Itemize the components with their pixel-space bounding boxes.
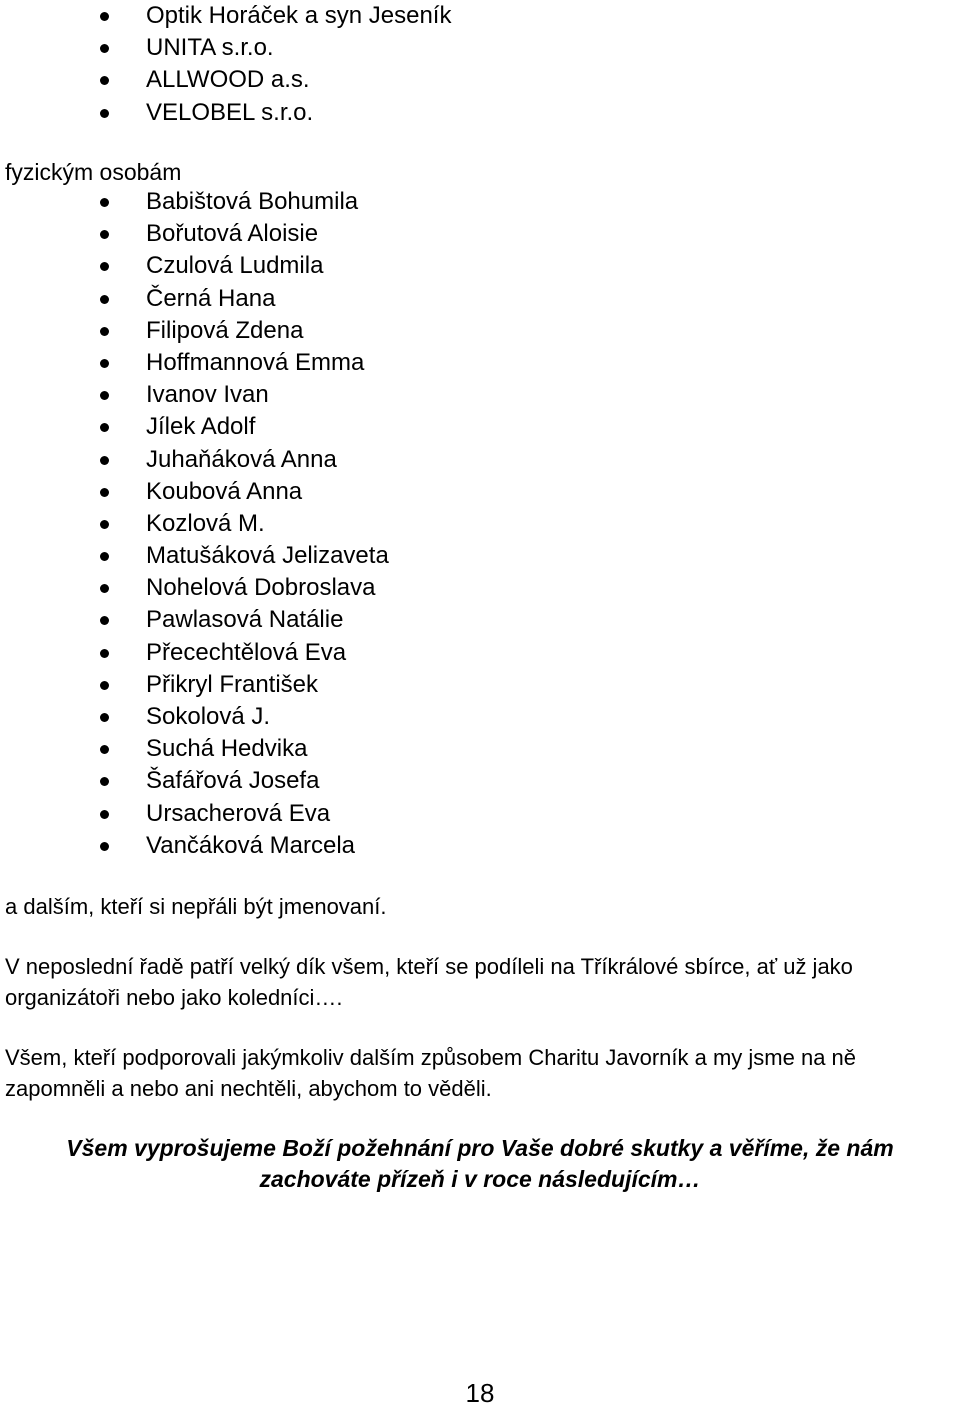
list-item: Babištová Bohumila (0, 186, 389, 218)
bullet-icon (100, 584, 109, 593)
list-item: Matušáková Jelizaveta (0, 540, 389, 572)
blessing-text (0, 1133, 960, 1194)
list-item: Nohelová Dobroslava (0, 572, 389, 604)
bullet-icon (100, 456, 109, 465)
thanks-paragraph: V neposlední řadě patří velký dík všem, kteří se podíleli na Tříkrálové sbírce, ať už jako organizátoři nebo jako koledníci…. (5, 954, 853, 1010)
bullet-icon (100, 327, 109, 336)
bullet-icon (100, 76, 109, 85)
list-item: UNITA s.r.o. (0, 32, 451, 64)
individuals-heading: fyzickým osobám (5, 159, 182, 185)
list-item: Jílek Adolf (0, 411, 389, 443)
bullet-icon (100, 713, 109, 722)
anonymous-note: a dalším, kteří si nepřáli být jmenovaní. (5, 894, 387, 919)
bullet-icon (100, 198, 109, 207)
list-item: Ursacherová Eva (0, 798, 389, 830)
list-item: Ivanov Ivan (0, 379, 389, 411)
bullet-icon (100, 552, 109, 561)
list-item: Pawlasová Natálie (0, 604, 389, 636)
list-item: Czulová Ludmila (0, 250, 389, 282)
bullet-icon (100, 12, 109, 21)
bullet-icon (100, 745, 109, 754)
bullet-icon (100, 810, 109, 819)
list-item: ALLWOOD a.s. (0, 64, 451, 96)
bullet-icon (100, 391, 109, 400)
bullet-icon (100, 109, 109, 118)
individuals-list (0, 186, 389, 862)
list-item: Sokolová J. (0, 701, 389, 733)
list-item: Optik Horáček a syn Jeseník (0, 0, 451, 32)
bullet-icon (100, 423, 109, 432)
bullet-icon (100, 488, 109, 497)
list-item: Kozlová M. (0, 508, 389, 540)
list-item: Přecechtělová Eva (0, 637, 389, 669)
blessing-line-2: zachováte přízeň i v roce následujícím… (259, 1165, 701, 1192)
list-item: Černá Hana (0, 283, 389, 315)
bullet-icon (100, 681, 109, 690)
bullet-icon (100, 616, 109, 625)
list-item: Juhaňáková Anna (0, 444, 389, 476)
list-item: Hoffmannová Emma (0, 347, 389, 379)
bullet-icon (100, 44, 109, 53)
list-item: Koubová Anna (0, 476, 389, 508)
list-item: Přikryl František (0, 669, 389, 701)
bullet-icon (100, 359, 109, 368)
list-item: VELOBEL s.r.o. (0, 97, 451, 129)
bullet-icon (100, 520, 109, 529)
bullet-icon (100, 262, 109, 271)
bullet-icon (100, 230, 109, 239)
bullet-icon (100, 842, 109, 851)
list-item: Filipová Zdena (0, 315, 389, 347)
list-item: Šafářová Josefa (0, 765, 389, 797)
company-list (0, 0, 451, 129)
page-number: 18 (465, 1378, 495, 1408)
list-item: Vančáková Marcela (0, 830, 389, 862)
bullet-icon (100, 649, 109, 658)
blessing-line-1: Všem vyprošujeme Boží požehnání pro Vaše dobré skutky a věříme, že nám (66, 1135, 894, 1161)
list-item: Suchá Hedvika (0, 733, 389, 765)
bullet-icon (100, 295, 109, 304)
others-paragraph: Všem, kteří podporovali jakýmkoliv dalším způsobem Charitu Javorník a my jsme na ně zapomněli a nebo ani nechtěli, abychom to věděli. (5, 1045, 857, 1101)
list-item: Bořutová Aloisie (0, 218, 389, 250)
bullet-icon (100, 777, 109, 786)
